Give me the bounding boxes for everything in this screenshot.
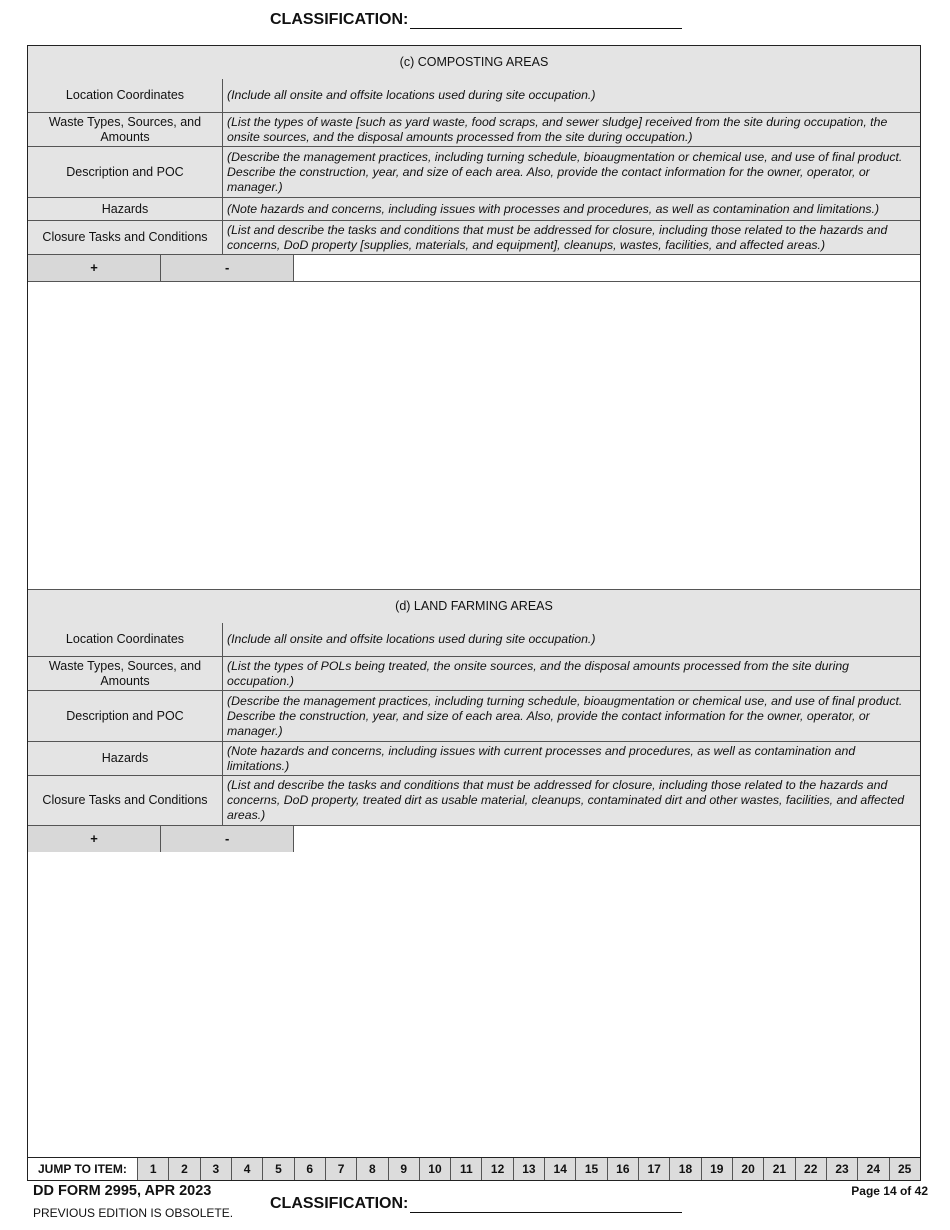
row-label: Description and POC [28,147,223,197]
jump-item-5[interactable]: 5 [263,1158,294,1180]
land-farming-notes-textarea[interactable] [28,852,920,1158]
remove-entry-button[interactable]: - [161,826,294,852]
jump-item-9[interactable]: 9 [389,1158,420,1180]
add-entry-button[interactable]: + [28,255,161,281]
classification-label: CLASSIFICATION: [270,1195,409,1212]
form-identifier: DD FORM 2995, APR 2023 [33,1183,212,1199]
row-label: Hazards [28,742,223,775]
jump-item-20[interactable]: 20 [733,1158,764,1180]
row-description[interactable]: (List and describe the tasks and conditions that must be addressed for closure, including those related to the hazards and concerns, DoD property [supplies, materials, and equipment], cleanups, wastes, facilities, and affected areas.) [223,221,920,254]
jump-item-25[interactable]: 25 [890,1158,920,1180]
composting-notes-textarea[interactable] [28,282,920,589]
classification-bottom [270,1193,682,1215]
jump-item-12[interactable]: 12 [482,1158,513,1180]
row-hazards [28,198,920,221]
jump-item-16[interactable]: 16 [608,1158,639,1180]
row-description-poc [28,147,920,198]
jump-item-7[interactable]: 7 [326,1158,357,1180]
jump-item-14[interactable]: 14 [545,1158,576,1180]
remove-entry-button[interactable]: - [161,255,294,281]
classification-top [270,9,682,31]
row-hazards [28,742,920,776]
row-label: Closure Tasks and Conditions [28,221,223,254]
jump-item-19[interactable]: 19 [702,1158,733,1180]
row-label: Location Coordinates [28,79,223,112]
section-title-composting: (c) COMPOSTING AREAS [28,46,920,80]
row-label: Description and POC [28,691,223,741]
classification-label: CLASSIFICATION: [270,11,409,28]
jump-item-17[interactable]: 17 [639,1158,670,1180]
row-description[interactable]: (Describe the management practices, including turning schedule, bioaugmentation or chemical use, and use of final product. Describe the construction, year, and size of each area. Also, provide the contact information for the owner, operator, or manager.) [223,691,920,741]
row-waste-types [28,113,920,147]
jump-item-2[interactable]: 2 [169,1158,200,1180]
jump-label: JUMP TO ITEM: [28,1158,138,1180]
jump-to-item-bar [28,1157,920,1180]
row-description[interactable]: (Note hazards and concerns, including issues with processes and procedures, as well as contamination and limitations.) [223,198,920,220]
row-label: Location Coordinates [28,623,223,656]
jump-item-1[interactable]: 1 [138,1158,169,1180]
jump-item-8[interactable]: 8 [357,1158,388,1180]
row-label: Hazards [28,198,223,220]
row-closure-tasks [28,221,920,255]
row-location-coordinates [28,79,920,113]
row-waste-types [28,657,920,691]
add-remove-row [28,826,920,853]
jump-item-21[interactable]: 21 [764,1158,795,1180]
section-title-land-farming: (d) LAND FARMING AREAS [28,589,920,624]
form-frame [27,45,921,1181]
row-label: Closure Tasks and Conditions [28,776,223,825]
row-description[interactable]: (List and describe the tasks and conditions that must be addressed for closure, including those related to the hazards and concerns, DoD property, treated dirt as usable material, cleanups, contaminated dirt and other wastes, facilities, and affected areas.) [223,776,920,825]
jump-item-18[interactable]: 18 [670,1158,701,1180]
page-number: Page 14 of 42 [851,1184,928,1198]
jump-item-23[interactable]: 23 [827,1158,858,1180]
row-description-poc [28,691,920,742]
jump-item-4[interactable]: 4 [232,1158,263,1180]
add-entry-button[interactable]: + [28,826,161,852]
classification-line [410,1212,682,1213]
jump-item-3[interactable]: 3 [201,1158,232,1180]
row-closure-tasks [28,776,920,826]
previous-edition-note: PREVIOUS EDITION IS OBSOLETE. [33,1206,234,1220]
jump-item-24[interactable]: 24 [858,1158,889,1180]
classification-line [410,28,682,29]
add-remove-row [28,255,920,282]
row-description[interactable]: (Describe the management practices, including turning schedule, bioaugmentation or chemical use, and use of final product. Describe the construction, year, and size of each area. Also, provide the contact information for the owner, operator, or manager.) [223,147,920,197]
jump-item-13[interactable]: 13 [514,1158,545,1180]
jump-item-6[interactable]: 6 [295,1158,326,1180]
row-label: Waste Types, Sources, and Amounts [28,113,223,146]
row-location-coordinates [28,623,920,657]
row-description[interactable]: (Include all onsite and offsite locations used during site occupation.) [223,623,920,656]
jump-item-11[interactable]: 11 [451,1158,482,1180]
jump-item-22[interactable]: 22 [796,1158,827,1180]
jump-item-15[interactable]: 15 [576,1158,607,1180]
row-description[interactable]: (Note hazards and concerns, including issues with current processes and procedures, as well as contamination and limitations.) [223,742,920,775]
row-description[interactable]: (List the types of POLs being treated, the onsite sources, and the disposal amounts processed from the site during occupation.) [223,657,920,690]
row-label: Waste Types, Sources, and Amounts [28,657,223,690]
row-description[interactable]: (Include all onsite and offsite locations used during site occupation.) [223,79,920,112]
jump-item-10[interactable]: 10 [420,1158,451,1180]
row-description[interactable]: (List the types of waste [such as yard waste, food scraps, and sewer sludge] received from the site during occupation, the onsite sources, and the disposal amounts processed from the site during occupation.) [223,113,920,146]
